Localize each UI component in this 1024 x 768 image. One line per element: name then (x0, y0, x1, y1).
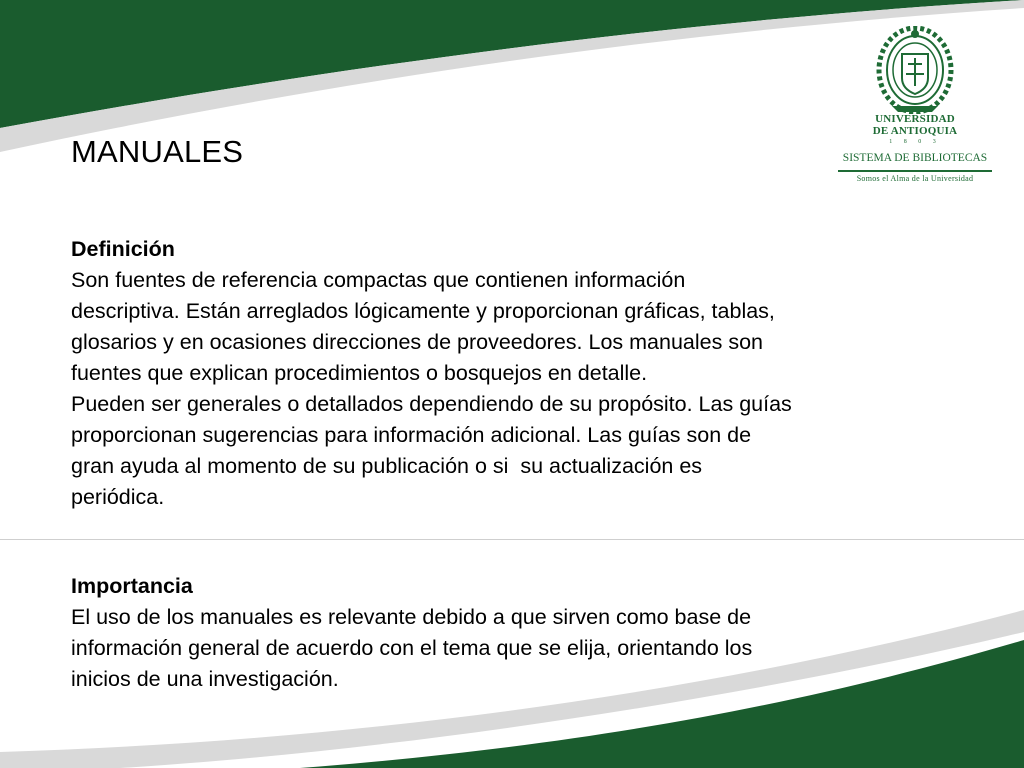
slide-title: MANUALES (71, 134, 244, 169)
logo-tagline: Somos el Alma de la Universidad (856, 174, 974, 183)
importance-line: El uso de los manuales es relevante debido a que sirven como base de (71, 605, 752, 629)
importance-line: inicios de una investigación. (71, 667, 339, 691)
divider-line (0, 539, 1024, 540)
logo-rule (838, 170, 992, 172)
university-name-line2: DE ANTIOQUIA (872, 125, 958, 137)
importance-section (71, 571, 941, 695)
definition-heading: Definición (71, 237, 175, 261)
definition-line: Son fuentes de referencia compactas que contienen información (71, 268, 686, 292)
university-seal-icon (832, 26, 998, 114)
importance-line: información general de acuerdo con el tema que se elija, orientando los (71, 636, 753, 660)
definition-line: periódica. (71, 485, 165, 509)
definition-line: gran ayuda al momento de su publicación o si su actualización es (71, 454, 703, 478)
definition-line: proporcionan sugerencias para información adicional. Las guías son de (71, 423, 752, 447)
definition-line: glosarios y en ocasiones direcciones de proveedores. Los manuales son (71, 330, 763, 354)
founding-year: 1 8 0 3 (889, 139, 941, 145)
definition-line: Pueden ser generales o detallados dependiendo de su propósito. Las guías (71, 392, 792, 416)
library-system-name: SISTEMA DE BIBLIOTECAS (842, 152, 988, 164)
university-logo (832, 26, 998, 188)
definition-line: fuentes que explican procedimientos o bosquejos en detalle. (71, 361, 648, 385)
importance-heading: Importancia (71, 574, 193, 598)
university-name-line1: UNIVERSIDAD (875, 113, 955, 125)
definition-section (71, 234, 941, 513)
definition-line: descriptiva. Están arreglados lógicamente y proporcionan gráficas, tablas, (71, 299, 775, 323)
